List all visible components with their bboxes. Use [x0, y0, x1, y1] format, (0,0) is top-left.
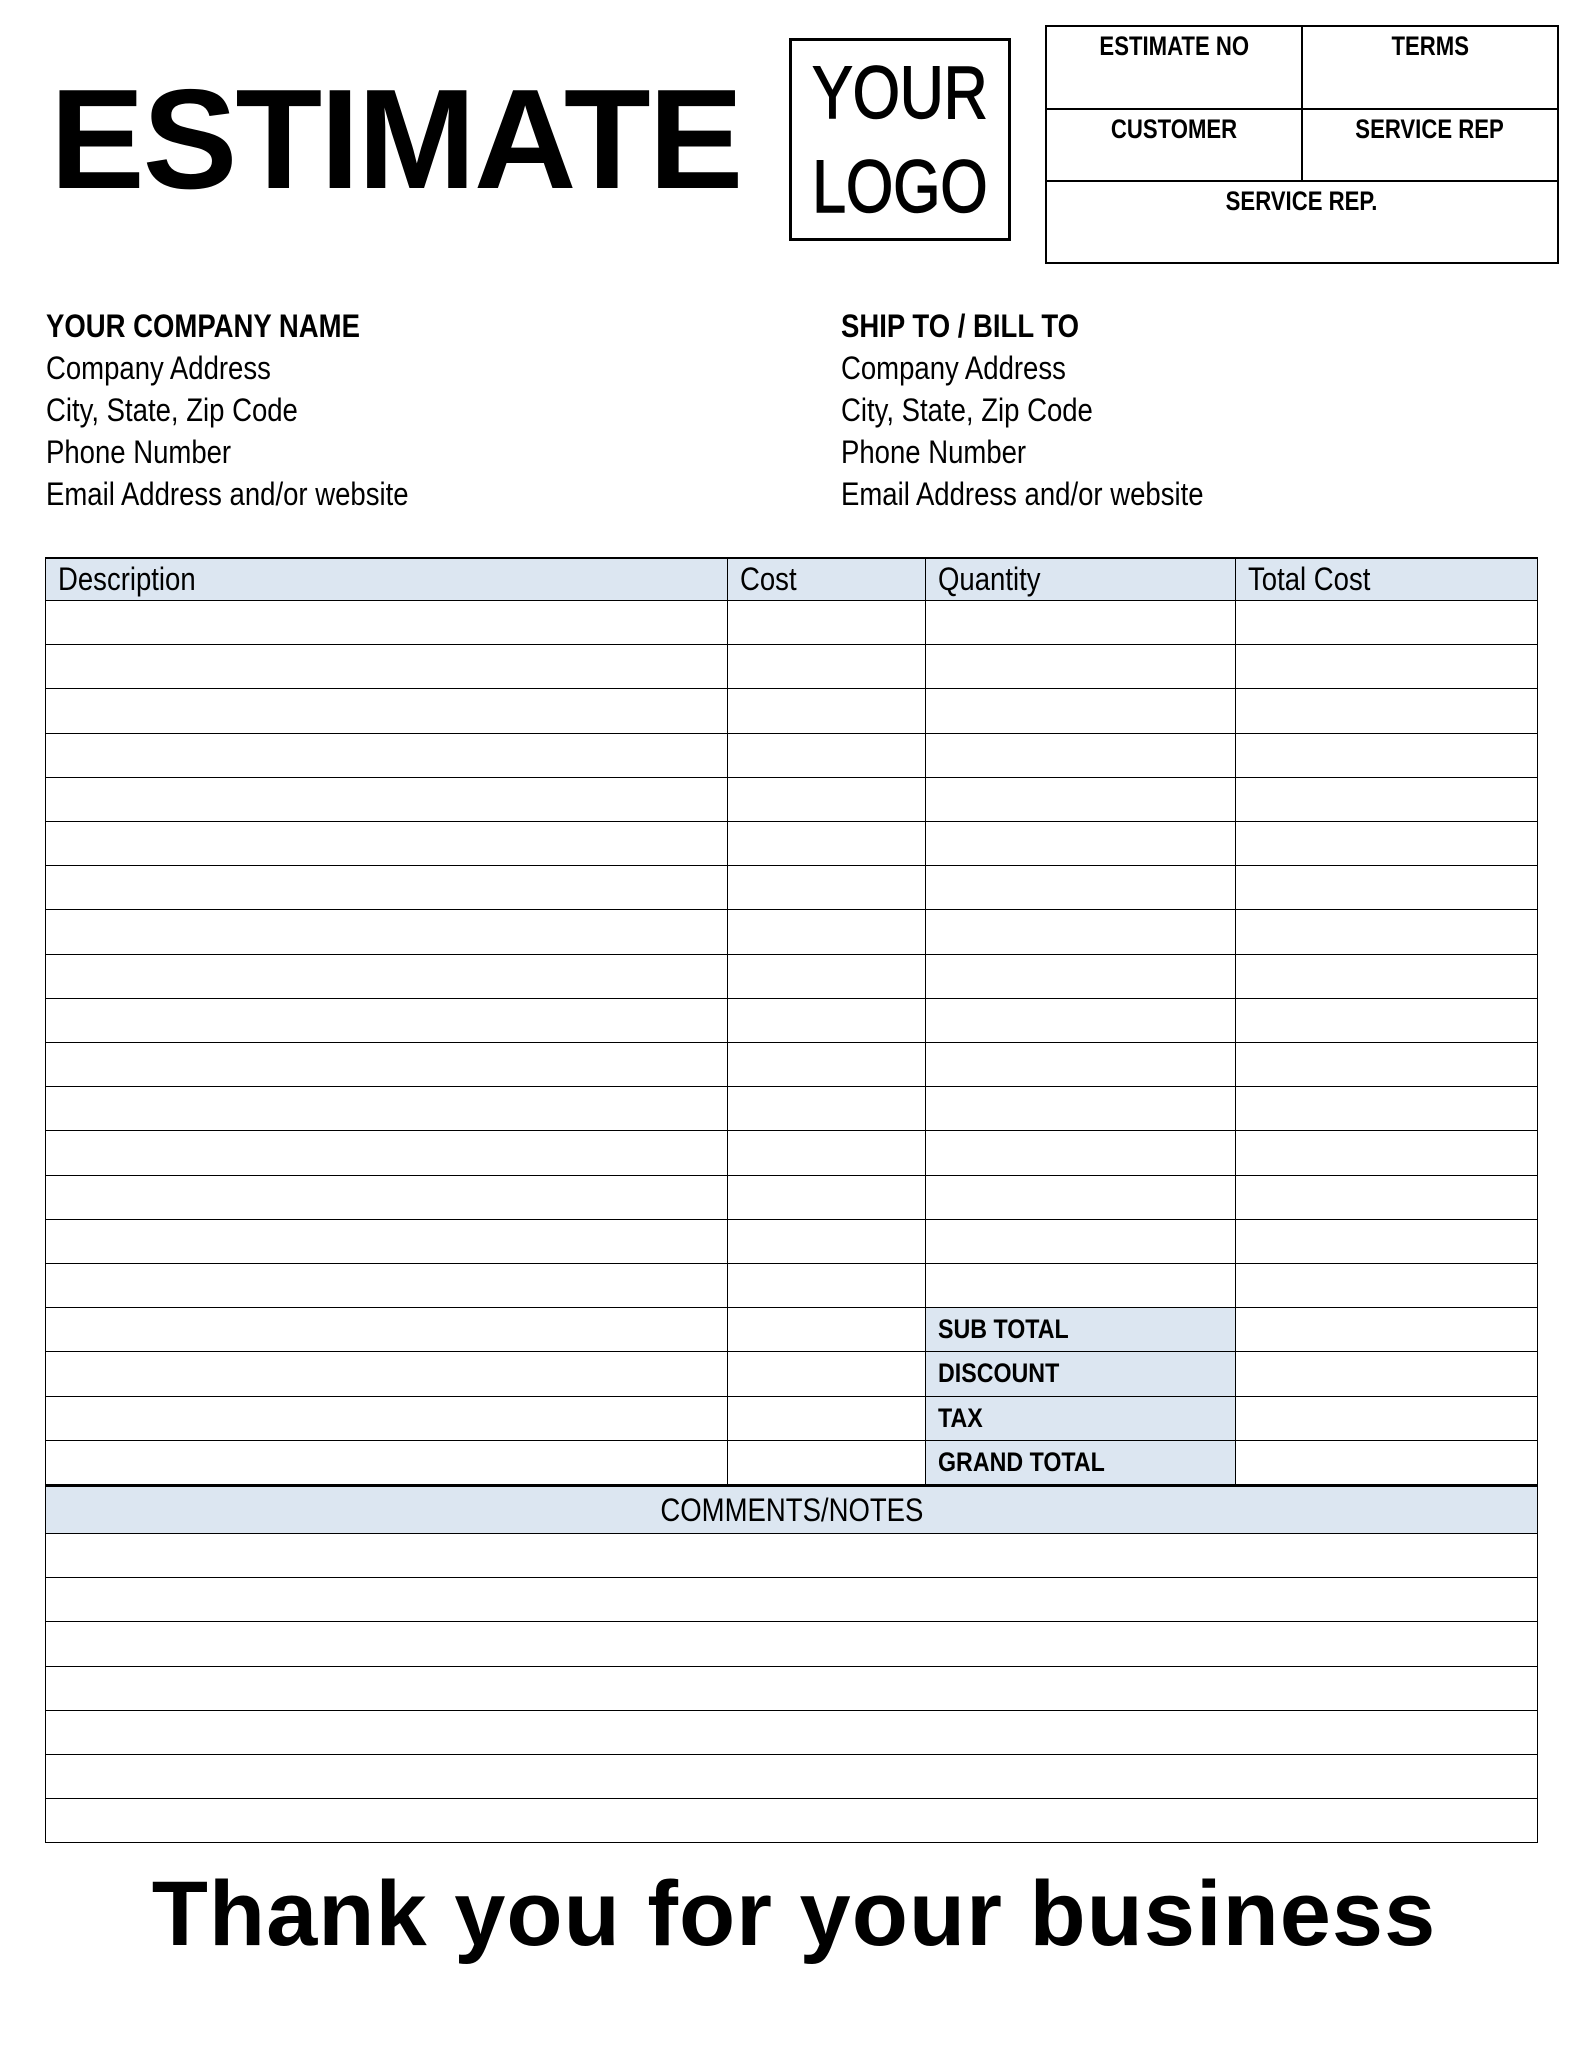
- total-cost-cell[interactable]: [1236, 1220, 1539, 1263]
- logo-placeholder: [789, 38, 1011, 241]
- cost-cell[interactable]: [728, 1087, 926, 1130]
- table-row: [45, 645, 1538, 689]
- table-row: [45, 822, 1538, 866]
- document-title: ESTIMATE: [50, 60, 742, 219]
- column-header-label: Description: [58, 561, 196, 597]
- service-rep-full-field[interactable]: [1047, 182, 1557, 262]
- service-rep-label: SERVICE REP: [1355, 114, 1505, 144]
- quantity-cell[interactable]: [926, 955, 1236, 998]
- summary-label: [926, 1441, 1236, 1484]
- cost-cell[interactable]: [728, 1441, 926, 1484]
- total-cost-cell[interactable]: [1236, 1264, 1539, 1307]
- total-cost-cell[interactable]: [1236, 822, 1539, 865]
- description-cell[interactable]: [46, 866, 728, 909]
- description-cell[interactable]: [46, 1264, 728, 1307]
- ship-to-email: Email Address and/or website: [841, 476, 1204, 512]
- company-city: City, State, Zip Code: [46, 392, 298, 428]
- cost-cell[interactable]: [728, 601, 926, 644]
- column-header: [46, 559, 728, 600]
- cost-cell[interactable]: [728, 1264, 926, 1307]
- quantity-cell[interactable]: [926, 689, 1236, 732]
- quantity-cell[interactable]: [926, 999, 1236, 1042]
- description-cell[interactable]: [46, 1220, 728, 1263]
- cost-cell[interactable]: [728, 1220, 926, 1263]
- description-cell[interactable]: [46, 689, 728, 732]
- comment-line[interactable]: [45, 1667, 1538, 1711]
- cost-cell[interactable]: [728, 1308, 926, 1351]
- company-info: [46, 305, 468, 515]
- company-email: Email Address and/or website: [46, 476, 409, 512]
- table-row: [45, 999, 1538, 1043]
- quantity-cell[interactable]: [926, 1043, 1236, 1086]
- description-cell[interactable]: [46, 734, 728, 777]
- cost-cell[interactable]: [728, 734, 926, 777]
- table-row: [45, 1441, 1538, 1485]
- description-cell[interactable]: [46, 1087, 728, 1130]
- column-header-label: Cost: [740, 561, 797, 597]
- ship-to-heading: SHIP TO / BILL TO: [841, 308, 1080, 344]
- thank-you-message: Thank you for your business: [151, 1863, 1437, 1965]
- total-cost-cell[interactable]: [1236, 999, 1539, 1042]
- table-row: [45, 601, 1538, 645]
- table-row: [45, 910, 1538, 954]
- cost-cell[interactable]: [728, 689, 926, 732]
- cost-cell[interactable]: [728, 1352, 926, 1395]
- company-phone: Phone Number: [46, 434, 232, 470]
- total-cost-cell[interactable]: [1236, 1131, 1539, 1174]
- quantity-cell[interactable]: [926, 1131, 1236, 1174]
- cost-cell[interactable]: [728, 1131, 926, 1174]
- total-cost-cell[interactable]: [1236, 1176, 1539, 1219]
- total-cost-cell[interactable]: [1236, 778, 1539, 821]
- table-row: [45, 1220, 1538, 1264]
- comments-heading: COMMENTS/NOTES: [660, 1491, 923, 1528]
- company-name: YOUR COMPANY NAME: [46, 308, 360, 344]
- description-cell[interactable]: [46, 1352, 728, 1395]
- description-cell[interactable]: [46, 1043, 728, 1086]
- cost-cell[interactable]: [728, 1043, 926, 1086]
- total-cost-cell[interactable]: [1236, 1043, 1539, 1086]
- description-cell[interactable]: [46, 778, 728, 821]
- description-cell[interactable]: [46, 1397, 728, 1440]
- cost-cell[interactable]: [728, 822, 926, 865]
- description-cell[interactable]: [46, 1308, 728, 1351]
- table-row: [45, 1264, 1538, 1308]
- cost-cell[interactable]: [728, 645, 926, 688]
- table-row: [45, 1131, 1538, 1175]
- ship-to-city: City, State, Zip Code: [841, 392, 1093, 428]
- quantity-cell[interactable]: [926, 734, 1236, 777]
- table-row: [45, 1397, 1538, 1441]
- comments-header: [45, 1485, 1538, 1534]
- quantity-cell[interactable]: [926, 910, 1236, 953]
- summary-label: [926, 1352, 1236, 1395]
- service-rep-full-label: SERVICE REP.: [1226, 186, 1378, 216]
- estimate-no-field[interactable]: [1047, 27, 1303, 110]
- ship-to-address: Company Address: [841, 350, 1066, 386]
- table-row: [45, 1176, 1538, 1220]
- customer-label: CUSTOMER: [1110, 114, 1238, 144]
- quantity-cell[interactable]: [926, 601, 1236, 644]
- cost-cell[interactable]: [728, 778, 926, 821]
- table-row: [45, 1043, 1538, 1087]
- ship-to-phone: Phone Number: [841, 434, 1027, 470]
- company-address: Company Address: [46, 350, 271, 386]
- cost-cell[interactable]: [728, 1397, 926, 1440]
- table-row: [45, 734, 1538, 778]
- total-cost-cell[interactable]: [1236, 910, 1539, 953]
- total-cost-cell[interactable]: [1236, 1352, 1539, 1395]
- cost-cell[interactable]: [728, 866, 926, 909]
- column-header-label: Quantity: [938, 561, 1041, 597]
- comment-line[interactable]: [45, 1578, 1538, 1622]
- table-row: [45, 1308, 1538, 1352]
- description-cell[interactable]: [46, 645, 728, 688]
- summary-label: [926, 1308, 1236, 1351]
- comment-line[interactable]: [45, 1622, 1538, 1666]
- service-rep-field[interactable]: [1303, 110, 1557, 182]
- quantity-cell[interactable]: [926, 1220, 1236, 1263]
- description-cell[interactable]: [46, 955, 728, 998]
- terms-field[interactable]: [1303, 27, 1557, 110]
- column-header: [728, 559, 926, 600]
- comment-line[interactable]: [45, 1799, 1538, 1843]
- cost-cell[interactable]: [728, 910, 926, 953]
- customer-field[interactable]: [1047, 110, 1303, 182]
- cost-cell[interactable]: [728, 955, 926, 998]
- table-row: [45, 689, 1538, 733]
- ship-to-info: [841, 305, 1263, 515]
- logo-text-line1: YOUR: [812, 50, 988, 134]
- description-cell[interactable]: [46, 1131, 728, 1174]
- summary-label-text: SUB TOTAL: [938, 1314, 1069, 1345]
- column-header: [926, 559, 1236, 600]
- total-cost-cell[interactable]: [1236, 734, 1539, 777]
- description-cell[interactable]: [46, 601, 728, 644]
- total-cost-cell[interactable]: [1236, 1441, 1539, 1484]
- total-cost-cell[interactable]: [1236, 955, 1539, 998]
- summary-label: [926, 1397, 1236, 1440]
- quantity-cell[interactable]: [926, 822, 1236, 865]
- description-cell[interactable]: [46, 1176, 728, 1219]
- cost-cell[interactable]: [728, 1176, 926, 1219]
- column-header-label: Total Cost: [1248, 561, 1371, 597]
- description-cell[interactable]: [46, 910, 728, 953]
- summary-label-text: GRAND TOTAL: [938, 1446, 1105, 1477]
- description-cell[interactable]: [46, 822, 728, 865]
- description-cell[interactable]: [46, 999, 728, 1042]
- total-cost-cell[interactable]: [1236, 601, 1539, 644]
- table-row: [45, 1087, 1538, 1131]
- table-row: [45, 778, 1538, 822]
- estimate-info-box: [1045, 25, 1559, 264]
- comment-line[interactable]: [45, 1711, 1538, 1755]
- column-header: [1236, 559, 1539, 600]
- table-row: [45, 1352, 1538, 1396]
- quantity-cell[interactable]: [926, 866, 1236, 909]
- quantity-cell[interactable]: [926, 778, 1236, 821]
- terms-label: TERMS: [1391, 31, 1469, 61]
- description-cell[interactable]: [46, 1441, 728, 1484]
- quantity-cell[interactable]: [926, 1176, 1236, 1219]
- table-header-row: [45, 557, 1538, 601]
- quantity-cell[interactable]: [926, 1087, 1236, 1130]
- table-row: [45, 866, 1538, 910]
- estimate-no-label: ESTIMATE NO: [1099, 31, 1249, 61]
- total-cost-cell[interactable]: [1236, 866, 1539, 909]
- quantity-cell[interactable]: [926, 645, 1236, 688]
- summary-label-text: TAX: [938, 1402, 983, 1433]
- comment-line[interactable]: [45, 1755, 1538, 1799]
- total-cost-cell[interactable]: [1236, 1087, 1539, 1130]
- summary-label-text: DISCOUNT: [938, 1358, 1060, 1389]
- total-cost-cell[interactable]: [1236, 1308, 1539, 1351]
- cost-cell[interactable]: [728, 999, 926, 1042]
- logo-text-line2: LOGO: [812, 144, 988, 228]
- comment-line[interactable]: [45, 1534, 1538, 1578]
- total-cost-cell[interactable]: [1236, 1397, 1539, 1440]
- table-row: [45, 955, 1538, 999]
- quantity-cell[interactable]: [926, 1264, 1236, 1307]
- total-cost-cell[interactable]: [1236, 645, 1539, 688]
- total-cost-cell[interactable]: [1236, 689, 1539, 732]
